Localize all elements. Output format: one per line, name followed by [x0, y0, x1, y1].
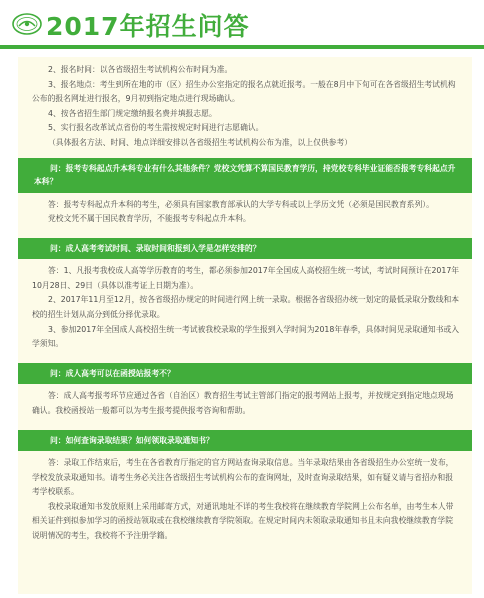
question-bar: 问：如何查询录取结果？如何领取录取通知书？ — [18, 430, 472, 452]
answer-block — [18, 451, 472, 548]
step-text: 4、按各省招生部门规定缴纳报名费并填报志愿。 — [48, 108, 217, 118]
registration-steps — [18, 57, 472, 151]
question-bar: 问：报考专科起点升本科专业有什么其他条件？党校文凭算不算国民教育学历，持党校专科毕业证能否报考专科起点升本科？ — [18, 158, 472, 193]
answer-text: 3、参加2017年全国成人高校招生统一考试被我校录取的学生报到入学时间为2018年春季，具体时间见录取通知书或入学须知。 — [32, 324, 460, 349]
step-text: 5、实行报名改革试点省份的考生需按规定时间进行志愿确认。 — [48, 123, 264, 133]
qa-section — [18, 430, 472, 548]
school-emblem-icon — [12, 13, 42, 35]
answer-block — [18, 193, 472, 231]
answer-text: 答：报考专科起点升本科的考生，必须具有国家教育部承认的大学专科或以上学历文凭（必须是国民教育系列）。 — [48, 199, 434, 209]
answer-block — [18, 259, 472, 356]
answer-block — [18, 384, 472, 422]
question-bar: 问：成人高考可以在函授站报考不？ — [18, 363, 472, 385]
step-note: （具体报名方法、时间、地点详细安排以各省级招生考试机构公布为准，以上仅供参考） — [48, 137, 353, 147]
answer-text: 党校文凭不属于国民教育学历，不能报考专科起点升本科。 — [48, 214, 251, 224]
answer-text: 我校录取通知书发放原则上采用邮寄方式，对通讯地址不详的考生我校将在继续教育学院网上公布名单，由考生本人带相关证件到拟参加学习的函授站领取或在我校继续教育学院领取。在规定时间内未领取录取通知书且未向我校继续教育学院说明情况的考生，我校将不予注册学籍。 — [32, 501, 454, 540]
header — [0, 0, 484, 46]
answer-text: 答：1、凡报考我校成人高等学历教育的考生，都必须参加2017年全国成人高校招生统一考试，考试时间预计在2017年10月28日、29日（具体以准考证上日期为准）。 — [32, 266, 460, 290]
step-text: 3、报名地点：考生到所在地的市（区）招生办公室指定的报名点就近报考。一般在8月中下旬可在各省级招生考试机构公布的报名网址进行报名，9月初到指定地点进行现场确认。 — [32, 79, 456, 104]
qa-content — [18, 57, 472, 594]
qa-section — [18, 238, 472, 356]
qa-section — [18, 363, 472, 423]
step-text: 2、报名时间：以各省级招生考试机构公布时间为准。 — [48, 65, 233, 74]
qa-section — [18, 158, 472, 231]
header-divider — [0, 45, 484, 49]
answer-text: 2、2017年11月至12月，按各省级招办规定的时间进行网上统一录取。根据各省级招办统一划定的最低录取分数线和本校的招生计划从高分到低分择优录取。 — [32, 295, 460, 320]
answer-text: 答：录取工作结束后，考生在各省教育厅指定的官方网站查询录取信息。当年录取结果由各省级招生办公室统一发布，学校发放录取通知书。请考生务必关注各省级招生考试机构公布的查询网址，及时查询录取结果，如有疑义请与省招办和报考学校联系。 — [32, 458, 454, 497]
question-bar: 问：成人高考考试时间、录取时间和报到入学是怎样安排的？ — [18, 238, 472, 260]
page-title: 2017年招生问答 — [46, 12, 250, 41]
answer-text: 答：成人高考报考环节应通过各省（自治区）教育招生考试主管部门指定的报考网站上报考，并按规定到指定地点现场确认。我校函授站一般都可以为考生报考提供报考咨询和帮助。 — [32, 391, 454, 415]
